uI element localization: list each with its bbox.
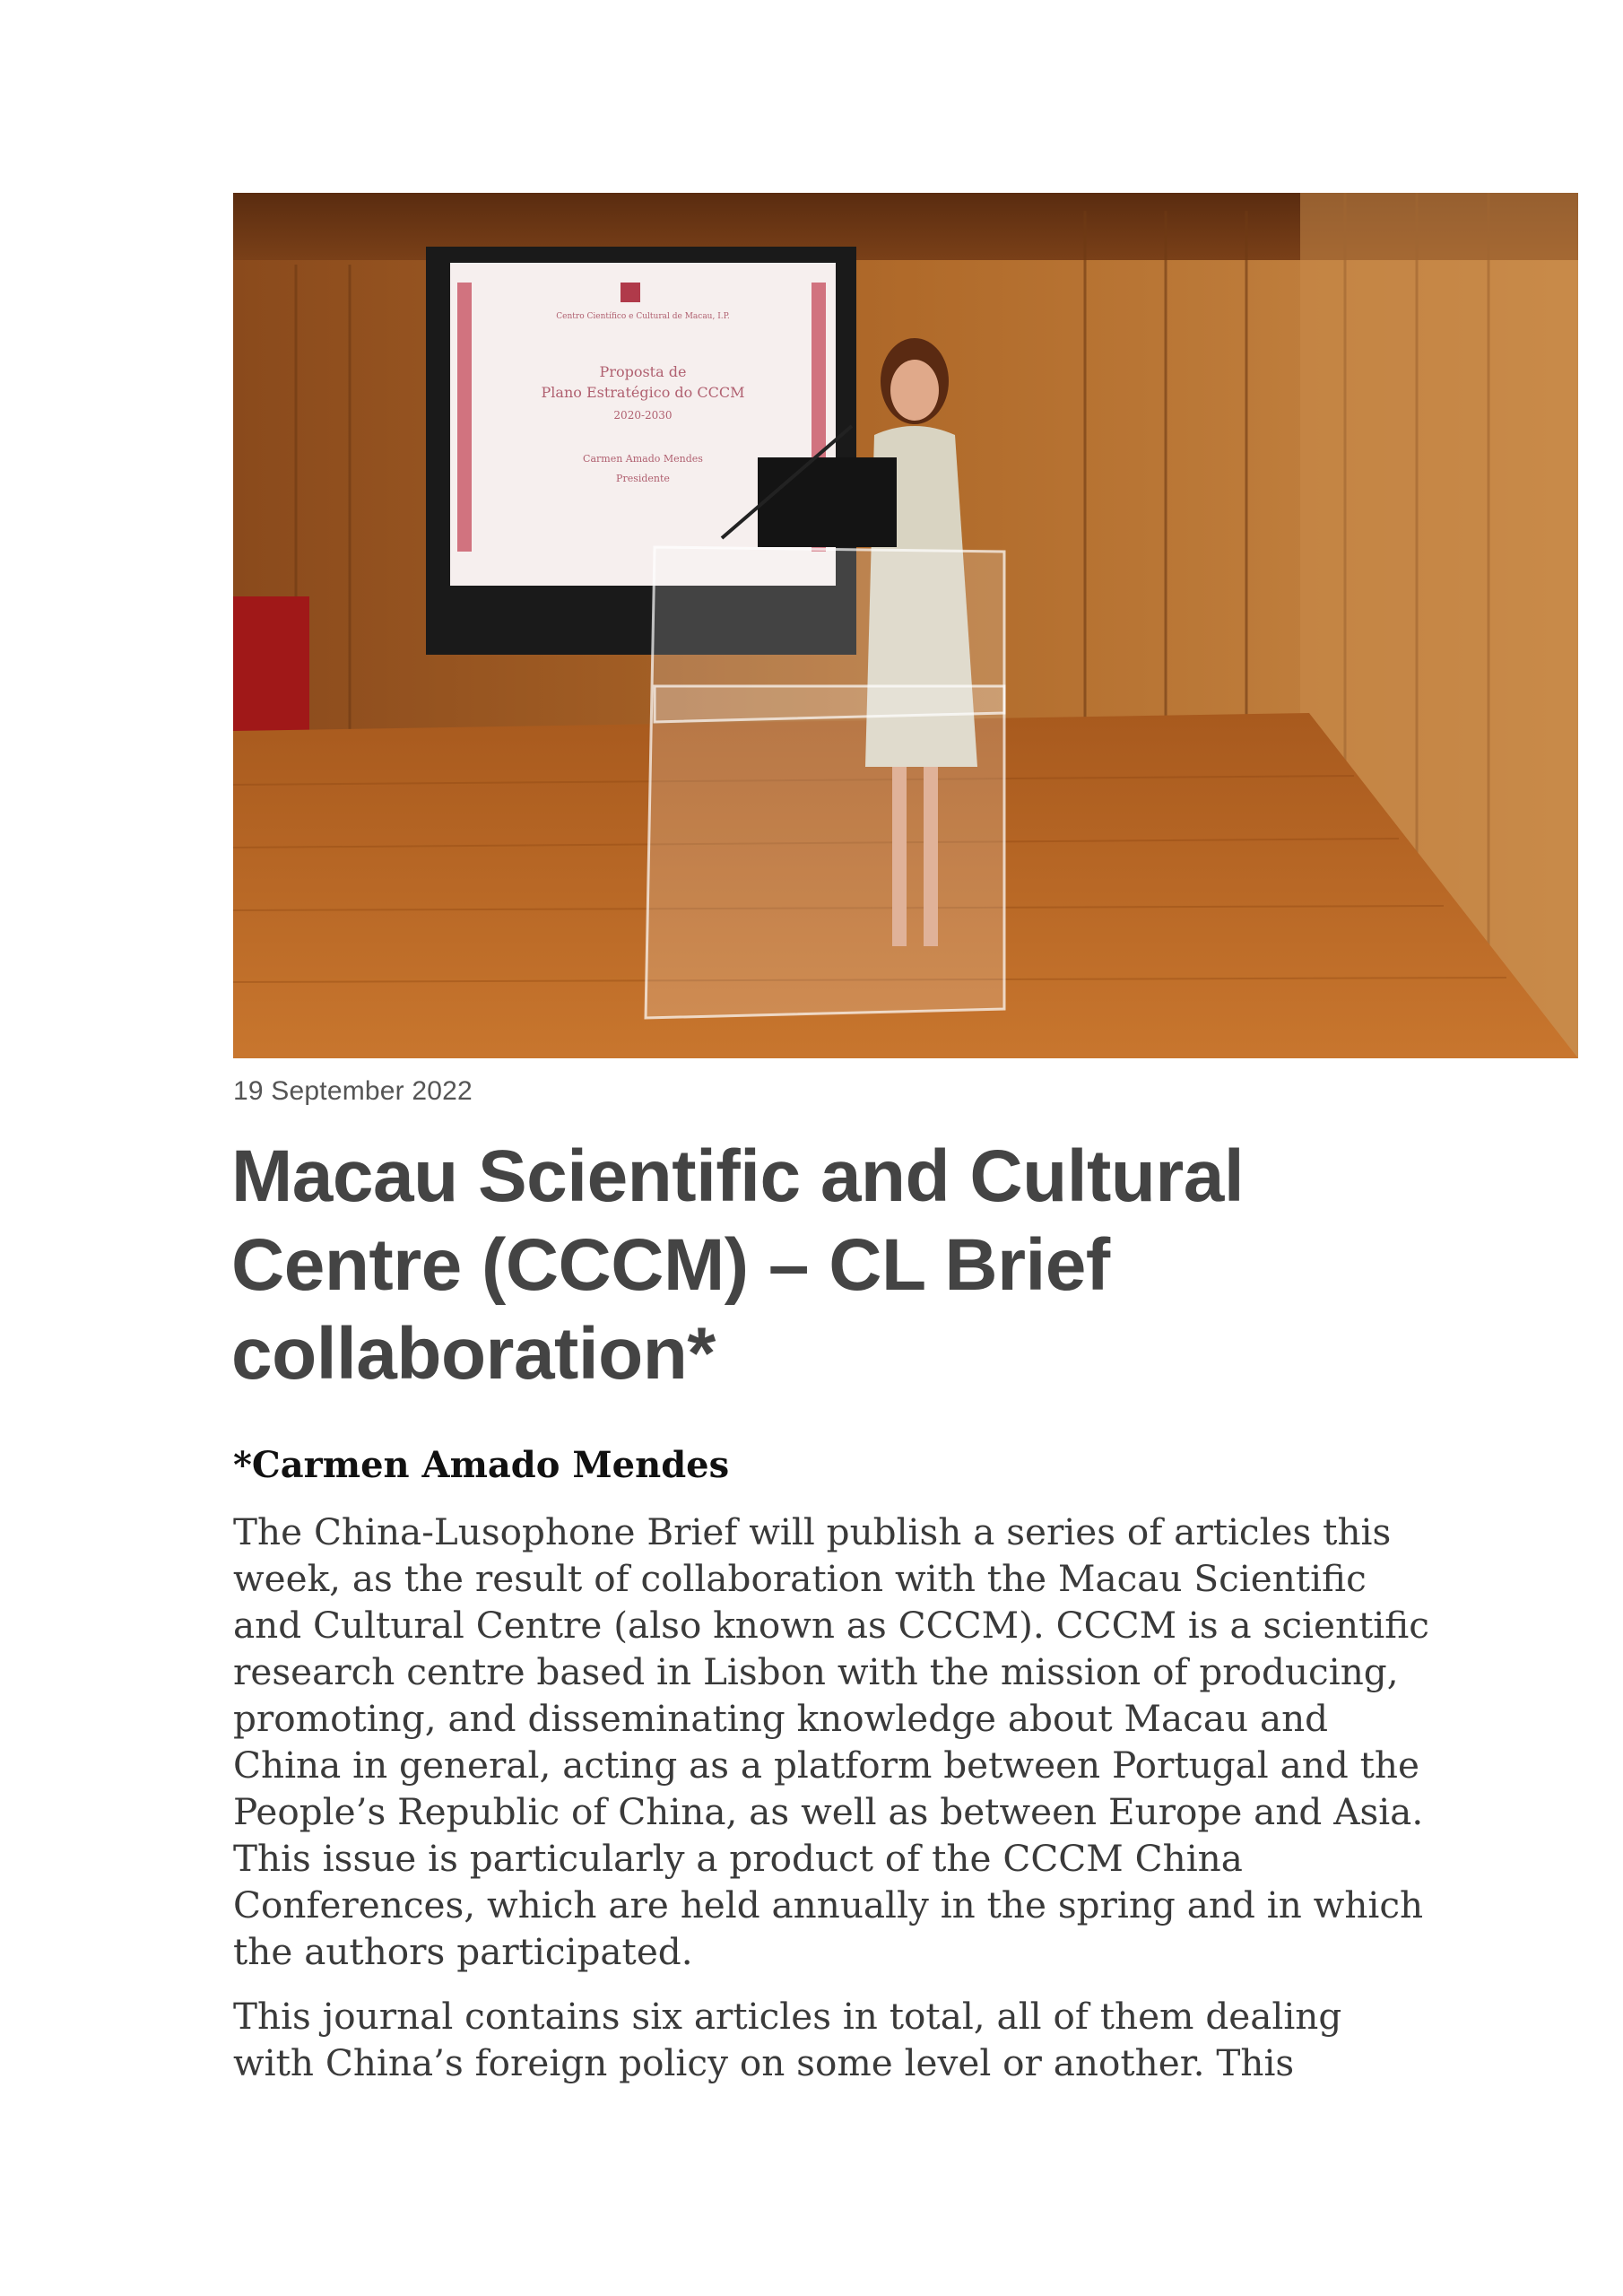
text-line: the authors participated. <box>233 1930 693 1973</box>
text-line: This issue is particularly a product of the CCCM China <box>233 1837 1243 1880</box>
slide-text: Plano Estratégico do CCCM <box>541 384 745 401</box>
podium <box>646 547 1004 1018</box>
text-line: research centre based in Lisbon with the mission of producing, <box>233 1650 1399 1693</box>
title-line: Macau Scientific and Cultural <box>231 1135 1245 1217</box>
title-line: collaboration* <box>231 1313 716 1395</box>
text-line: promoting, and disseminating knowledge about Macau and <box>233 1697 1329 1740</box>
text-line: People’s Republic of China, as well as between Europe and Asia. <box>233 1790 1424 1833</box>
article-title <box>231 1132 1397 1398</box>
slide-text: Presidente <box>616 473 670 484</box>
text-line: and Cultural Centre (also known as CCCM). CCCM is a scientific <box>233 1604 1429 1647</box>
article-body <box>233 1509 1435 2104</box>
hero-photo <box>233 193 1578 1058</box>
slide-text: Centro Científico e Cultural de Macau, I.P. <box>556 312 730 321</box>
text-line: China in general, acting as a platform between Portugal and the <box>233 1744 1419 1787</box>
author-byline: *Carmen Amado Mendes <box>233 1444 730 1486</box>
laptop <box>758 457 897 547</box>
slide-text: Proposta de <box>599 363 687 380</box>
slide-text: 2020-2030 <box>613 409 673 422</box>
text-line: week, as the result of collaboration with the Macau Scientific <box>233 1557 1367 1600</box>
text-line: This journal contains six articles in total, all of them dealing <box>233 1995 1342 2038</box>
title-line: Centre (CCCM) – CL Brief <box>231 1224 1110 1306</box>
slide-text: Carmen Amado Mendes <box>583 453 703 465</box>
text-line: Conferences, which are held annually in the spring and in which <box>233 1883 1424 1926</box>
paragraph <box>233 1993 1435 2086</box>
text-line: The China-Lusophone Brief will publish a series of articles this <box>233 1510 1392 1553</box>
paragraph <box>233 1509 1435 1975</box>
publish-date: 19 September 2022 <box>233 1076 473 1106</box>
conference-photo <box>233 193 1578 1058</box>
text-line: with China’s foreign policy on some level or another. This <box>233 2041 1295 2084</box>
